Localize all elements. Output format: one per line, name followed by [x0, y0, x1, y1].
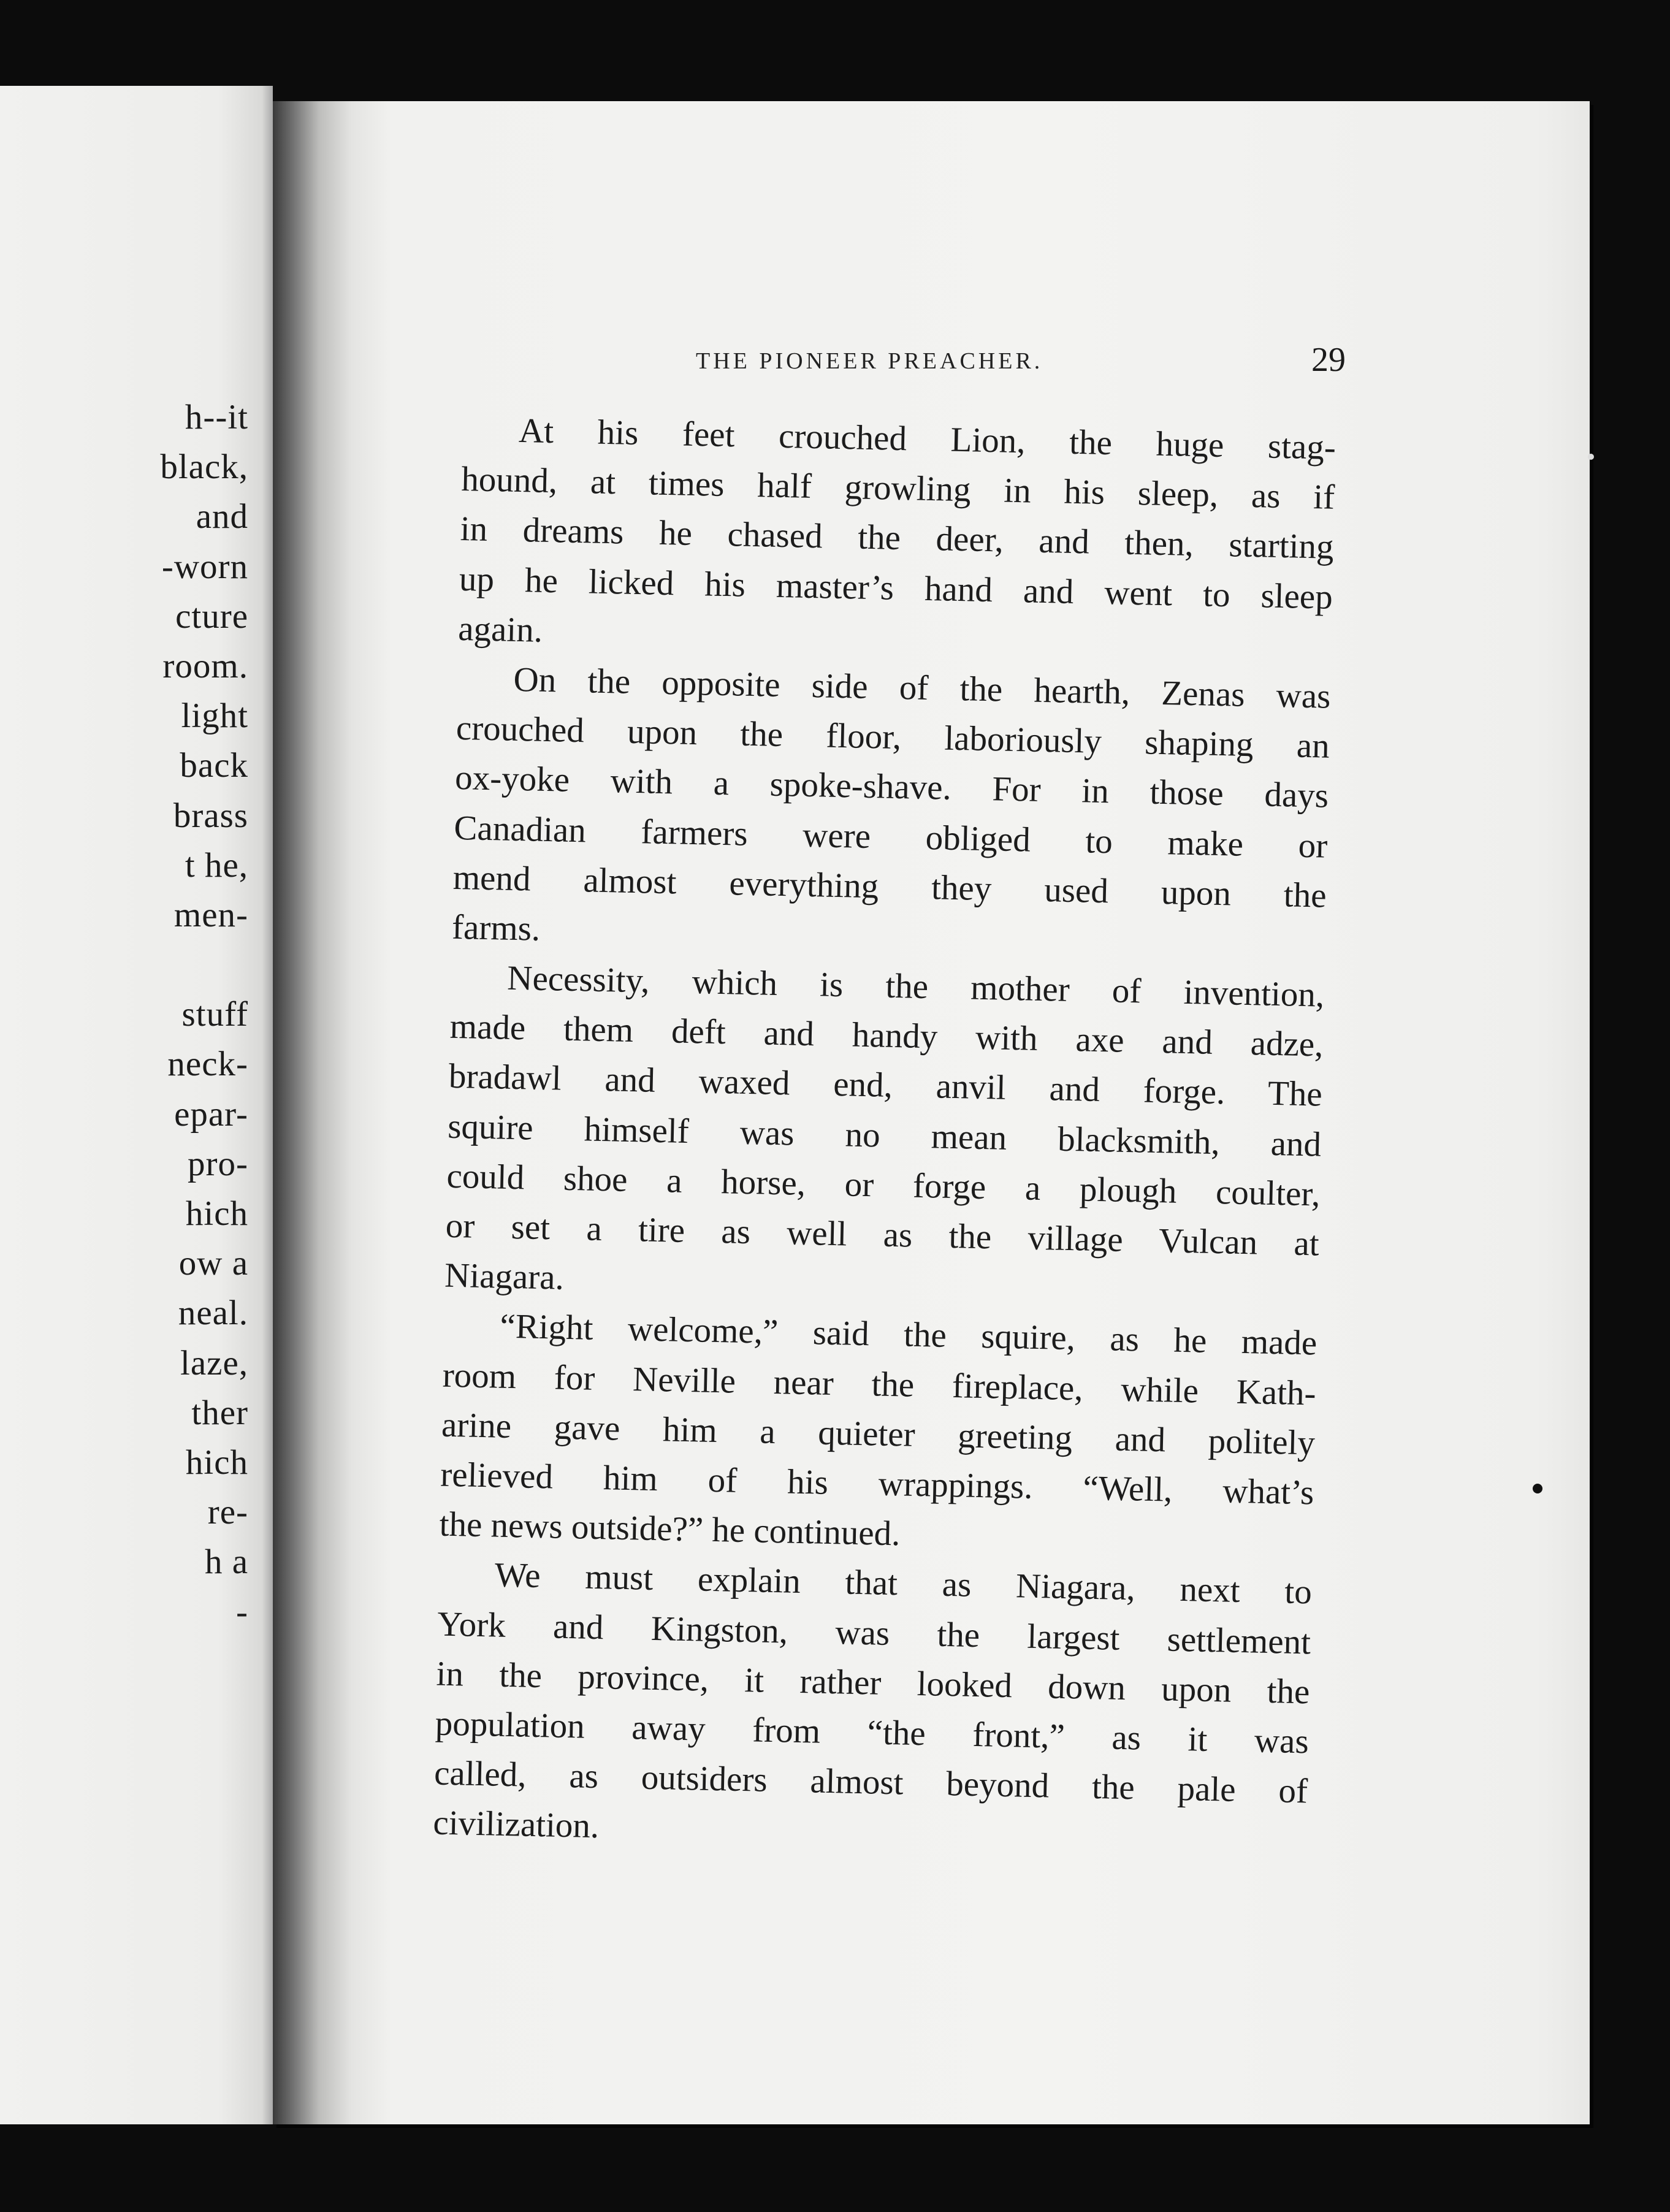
body-line: relieved him of his wrappings. “Well, what’s [440, 1455, 1314, 1512]
body-line: York and Kingston, was the largest settlement [437, 1604, 1311, 1661]
left-fragment: pro- [188, 1144, 248, 1183]
running-head [426, 340, 1346, 389]
body-line: arine gave him a quieter greeting and politely [441, 1405, 1316, 1463]
left-fragment: neck- [167, 1045, 248, 1084]
left-fragment: and [196, 497, 248, 536]
body-line: At his feet crouched Lion, the huge stag- [518, 411, 1336, 467]
left-fragment: black, [160, 448, 248, 487]
body-line: Necessity, which is the mother of invention, [506, 958, 1325, 1015]
body-line: squire himself was no mean blacksmith, and [447, 1107, 1322, 1164]
body-line: crouched upon the floor, laboriously shaping an [456, 709, 1330, 766]
body-line: mend almost everything they used upon the [452, 858, 1327, 915]
body-line: We must explain that as Niagara, next to [494, 1555, 1313, 1612]
body-text [433, 405, 1336, 1866]
left-fragment: room. [162, 646, 248, 685]
left-fragment: -worn [161, 547, 248, 586]
left-page [0, 86, 273, 2124]
scan-speck [1533, 1484, 1542, 1493]
header-title: THE PIONEER PREACHER. [696, 348, 1043, 374]
body-line: hound, at times half growling in his sleep, as if [460, 460, 1335, 517]
left-fragment: men- [173, 895, 248, 934]
left-fragment: t he, [185, 845, 248, 885]
body-line: Canadian farmers were obliged to make or [453, 808, 1328, 866]
body-line: up he licked his master’s hand and went to sleep [459, 559, 1333, 617]
left-page-text-fragments [160, 392, 248, 1637]
body-line: or set a tire as well as the village Vulcan at [445, 1206, 1320, 1264]
left-fragment: hich [185, 1443, 248, 1482]
body-line: room for Neville near the fireplace, while Kath- [442, 1356, 1317, 1413]
left-fragment: neal. [178, 1294, 248, 1333]
left-fragment: ow a [178, 1244, 248, 1283]
body-line: called, as outsiders almost beyond the pale of [433, 1753, 1308, 1811]
left-fragment: brass [173, 796, 248, 835]
scan-speck [1588, 454, 1594, 460]
left-fragment: h a [204, 1543, 248, 1582]
body-line: could shoe a horse, or forge a plough coulter, [446, 1156, 1321, 1214]
left-fragment: - [236, 1592, 248, 1631]
body-line: made them deft and handy with axe and adze, [449, 1007, 1324, 1064]
body-line: civilization. [432, 1803, 600, 1846]
left-fragment: ther [191, 1393, 248, 1432]
left-fragment: h--it [185, 398, 248, 437]
page-number: 29 [1311, 341, 1346, 379]
body-line: ox-yoke with a spoke-shave. For in those days [454, 758, 1329, 816]
body-line: again. [457, 609, 543, 650]
body-line: bradawl and waxed end, anvil and forge. The [448, 1057, 1323, 1115]
body-line: population away from “the front,” as it was [435, 1704, 1310, 1761]
body-line: Niagara. [444, 1256, 565, 1297]
body-line: the news outside?” he continued. [439, 1505, 901, 1554]
left-fragment: epar- [174, 1094, 248, 1134]
left-fragment [160, 940, 248, 990]
left-fragment: back [180, 746, 248, 785]
body-line: “Right welcome,” said the squire, as he made [499, 1306, 1317, 1363]
left-fragment: re- [207, 1493, 248, 1532]
left-fragment: hich [185, 1194, 248, 1233]
body-line: in the province, it rather looked down upon the [435, 1654, 1310, 1712]
left-fragment: laze, [180, 1343, 248, 1382]
body-line: farms. [451, 907, 541, 948]
body-line: On the opposite side of the hearth, Zenas was [513, 660, 1331, 716]
body-line: in dreams he chased the deer, and then, starting [460, 509, 1335, 567]
left-fragment: stuff [181, 995, 248, 1034]
left-fragment: light [181, 696, 248, 736]
left-fragment: cture [175, 597, 248, 636]
